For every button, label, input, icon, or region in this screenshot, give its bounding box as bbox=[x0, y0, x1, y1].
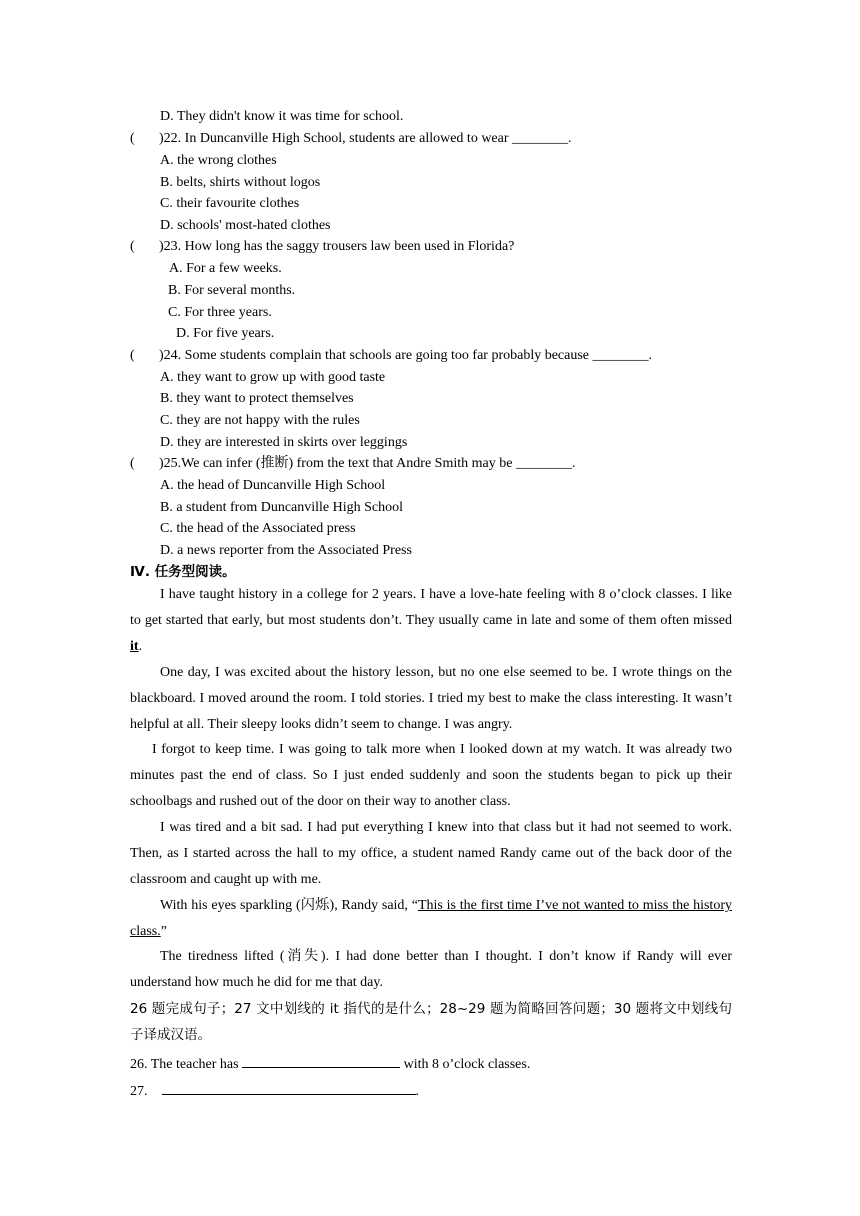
q25-option-a: A. the head of Duncanville High School bbox=[160, 478, 386, 493]
q26-answer-blank[interactable] bbox=[242, 1053, 400, 1068]
q23-option-d: D. For five years. bbox=[176, 326, 275, 341]
q25-option-b: B. a student from Duncanville High School bbox=[160, 500, 404, 515]
q22-option-b: B. belts, shirts without logos bbox=[160, 175, 321, 190]
q21-option-d: D. They didn't know it was time for school. bbox=[160, 109, 404, 124]
q22-option-c: C. their favourite clothes bbox=[160, 196, 300, 211]
underlined-sentence: This is the first time I’ve not wanted to miss the history class. bbox=[130, 898, 732, 939]
q22-answer-paren[interactable]: ( bbox=[130, 131, 135, 146]
q24-option-a: A. they want to grow up with good taste bbox=[160, 370, 386, 385]
q23-answer-paren[interactable]: ( bbox=[130, 239, 135, 254]
q24-stem: )24. Some students complain that schools are going too far probably because ________. bbox=[159, 348, 653, 363]
passage-paragraph-2: One day, I was excited about the history lesson, but no one else seemed to be. I wrote things on the blackboard. I moved around the room. I told stories. I tried my best to make the class interesting. It wasn’t helpful at all. Their sleepy looks didn’t seem to change. I was angry. bbox=[130, 665, 732, 732]
section-heading: Ⅳ. 任务型阅读。 bbox=[130, 564, 236, 580]
task-instructions: 26 题完成句子；27 文中划线的 it 指代的是什么；28~29 题为简略回答问题；30 题将文中划线句子译成汉语。 bbox=[130, 1001, 732, 1043]
passage-paragraph-4: I was tired and a bit sad. I had put everything I knew into that class but it had not seemed to work. Then, as I started across the hall to my office, a student named Randy came out of the back door of the classroom and caught up with me. bbox=[130, 820, 732, 887]
q23-option-a: A. For a few weeks. bbox=[169, 261, 282, 276]
q26-line: 26. The teacher has with 8 o’clock classes. bbox=[130, 1053, 530, 1074]
passage-paragraph-5: With his eyes sparkling (闪烁), Randy said, “This is the first time I’ve not wanted to miss the history class.” bbox=[130, 898, 732, 939]
q23-stem: )23. How long has the saggy trousers law been used in Florida? bbox=[159, 239, 515, 254]
underlined-it: it bbox=[130, 639, 139, 654]
q25-option-c: C. the head of the Associated press bbox=[160, 521, 356, 536]
q22-option-a: A. the wrong clothes bbox=[160, 153, 277, 168]
q25-stem: )25.We can infer (推断) from the text that Andre Smith may be ________. bbox=[159, 456, 576, 471]
q27-answer-blank[interactable] bbox=[162, 1080, 416, 1095]
q22-option-d: D. schools' most-hated clothes bbox=[160, 218, 331, 233]
q24-option-b: B. they want to protect themselves bbox=[160, 391, 354, 406]
q23-option-b: B. For several months. bbox=[168, 283, 296, 298]
passage-paragraph-6: The tiredness lifted (消失). I had done better than I thought. I don’t know if Randy will ever understand how much he did for me that day. bbox=[130, 949, 732, 990]
q24-option-d: D. they are interested in skirts over leggings bbox=[160, 435, 408, 450]
passage-paragraph-3: I forgot to keep time. I was going to talk more when I looked down at my watch. It was already two minutes past the end of class. So I just ended suddenly and soon the students began to pick up their schoolbags and rushed out of the door on their way to another class. bbox=[130, 742, 732, 809]
q23-option-c: C. For three years. bbox=[168, 305, 272, 320]
passage-paragraph-1: I have taught history in a college for 2 years. I have a love-hate feeling with 8 o’clock classes. I like to get started that early, but most students don’t. They usually came in late and some of them often missed it. bbox=[130, 587, 732, 654]
q24-answer-paren[interactable]: ( bbox=[130, 348, 135, 363]
q25-option-d: D. a news reporter from the Associated Press bbox=[160, 543, 412, 558]
q24-option-c: C. they are not happy with the rules bbox=[160, 413, 360, 428]
q27-line: 27. . bbox=[130, 1080, 419, 1101]
q22-stem: )22. In Duncanville High School, students are allowed to wear ________. bbox=[159, 131, 572, 146]
q25-answer-paren[interactable]: ( bbox=[130, 456, 135, 471]
